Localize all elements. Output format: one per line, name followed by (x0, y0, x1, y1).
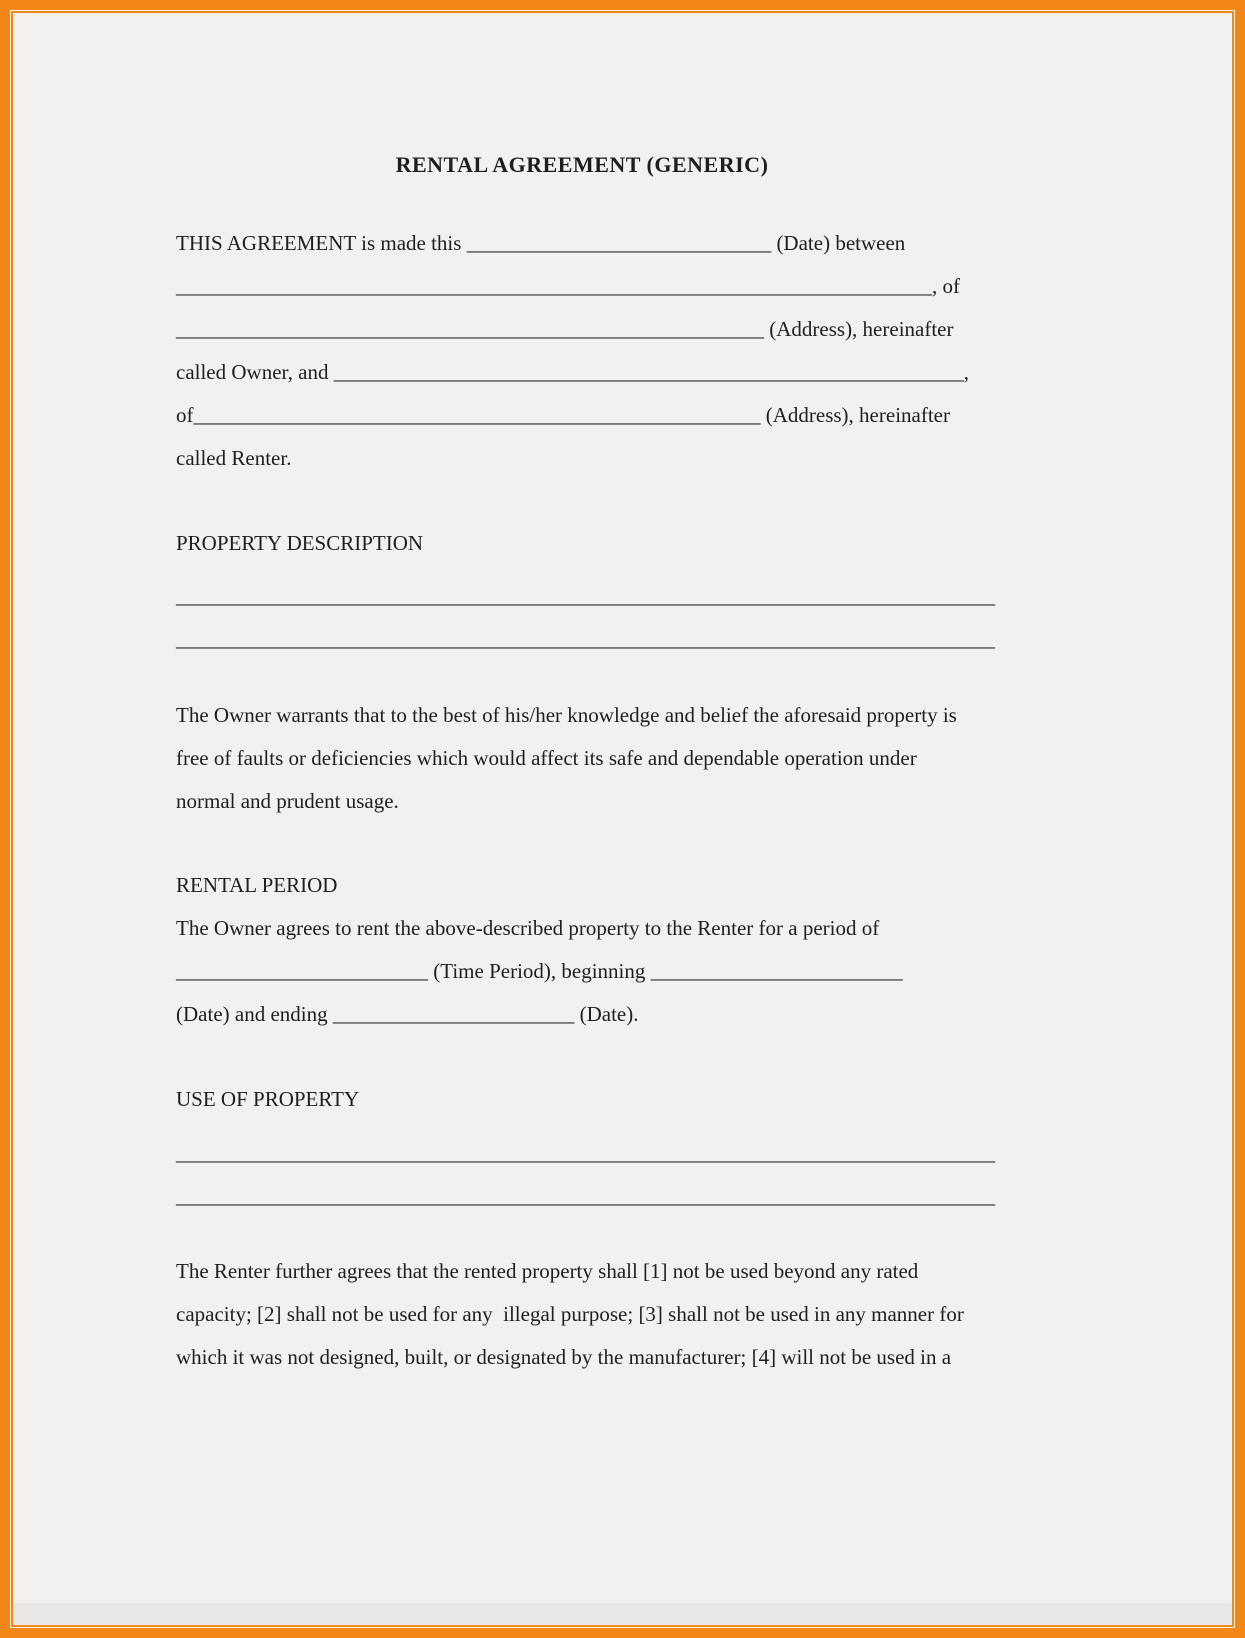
blank-line: ______________________________________________________________________________ (176, 584, 995, 608)
warranty-paragraph (176, 694, 1006, 823)
rental-period-paragraph (176, 907, 1006, 1036)
paragraph-line: (Date) and ending _______________________ (Date). (176, 1002, 639, 1026)
paragraph-line: called Renter. (176, 446, 292, 470)
section-heading-use-of-property: USE OF PROPERTY (176, 1087, 360, 1111)
paragraph-line: ________________________________________________________________________, of (176, 274, 960, 298)
page-title: RENTAL AGREEMENT (GENERIC) (395, 152, 769, 177)
page-footer-band (13, 1603, 1232, 1625)
use-of-property-blank-lines (176, 1132, 1006, 1218)
paragraph-line: The Owner agrees to rent the above-described property to the Renter for a period of (176, 916, 880, 940)
blank-line: ______________________________________________________________________________ (176, 1184, 995, 1208)
paragraph-line: ________________________________________________________ (Address), hereinafter (176, 317, 954, 341)
document-page (11, 11, 1234, 1627)
paragraph-line: THIS AGREEMENT is made this _____________________________ (Date) between (176, 231, 906, 255)
paragraph-line: The Owner warrants that to the best of his/her knowledge and belief the aforesaid property is (176, 703, 957, 727)
paragraph-line: called Owner, and ____________________________________________________________, (176, 360, 970, 384)
paragraph-line: of______________________________________________________ (Address), hereinafter (176, 403, 950, 427)
paragraph-line: capacity; [2] shall not be used for any illegal purpose; [3] shall not be used in any manner for (176, 1302, 964, 1326)
document-content (176, 13, 1006, 1379)
page-border-gap (10, 10, 1235, 1628)
section-heading-rental-period: RENTAL PERIOD (176, 873, 338, 897)
paragraph-line: The Renter further agrees that the rented property shall [1] not be used beyond any rated (176, 1259, 919, 1283)
blank-line: ______________________________________________________________________________ (176, 1141, 995, 1165)
blank-line: ______________________________________________________________________________ (176, 627, 995, 651)
section-heading-property-description: PROPERTY DESCRIPTION (176, 531, 424, 555)
paragraph-line: normal and prudent usage. (176, 789, 399, 813)
paragraph-line: free of faults or deficiencies which would affect its safe and dependable operation under (176, 746, 917, 770)
property-description-blank-lines (176, 575, 1006, 661)
paragraph-line: ________________________ (Time Period), beginning ________________________ (176, 959, 903, 983)
intro-paragraph (176, 222, 1006, 480)
paragraph-line: which it was not designed, built, or designated by the manufacturer; [4] will not be used in a (176, 1345, 952, 1369)
renter-agreement-paragraph (176, 1250, 1006, 1379)
